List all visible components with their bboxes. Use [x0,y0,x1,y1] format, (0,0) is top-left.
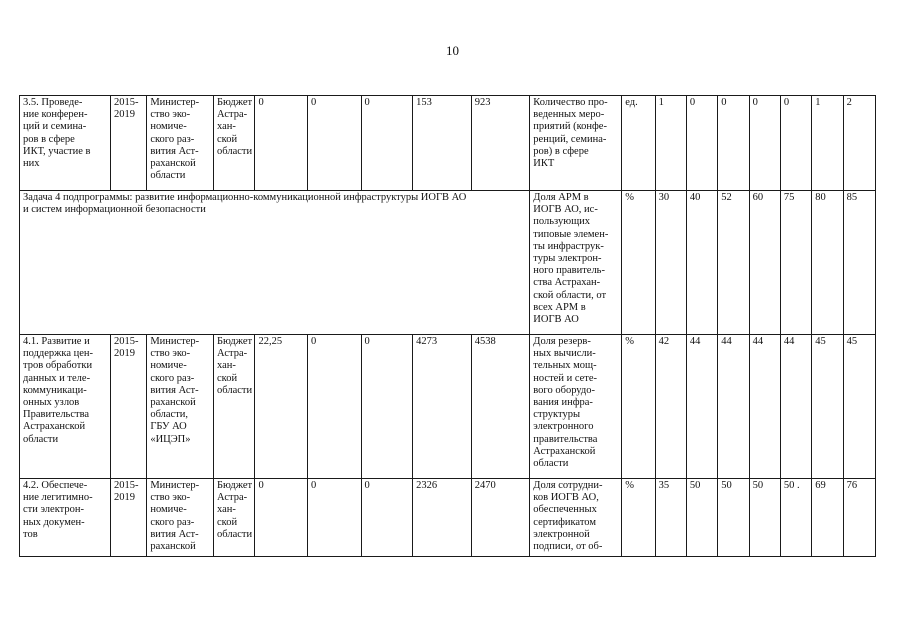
table-row [20,191,876,335]
value-cell: 76 [843,479,875,557]
indicator-cell: Доля резерв- ных вычисли- тельных мощ- ностей и сете- вого оборудо- вания инфра- структуры электронного правительства Астраханской области [530,335,622,479]
value-cell: 44 [780,335,811,479]
value-cell: 2 [843,96,875,191]
value-cell: 40 [686,191,717,335]
value-cell: 0 [718,96,749,191]
period-cell: 2015- 2019 [110,96,146,191]
value-cell: 75 [780,191,811,335]
value-cell: 44 [686,335,717,479]
unit-cell: % [622,191,655,335]
value-cell: 50 [718,479,749,557]
funding-source-cell: Бюджет Астра- хан- ской области [214,335,255,479]
funding-cell: 923 [471,96,530,191]
funding-cell: 0 [307,479,361,557]
value-cell: 1 [812,96,843,191]
unit-cell: % [622,335,655,479]
value-cell: 50 [686,479,717,557]
value-cell: 85 [843,191,875,335]
funding-cell: 153 [413,96,472,191]
funding-source-cell: Бюджет Астра- хан- ской области [214,96,255,191]
table-row [20,96,876,191]
value-cell: 69 [812,479,843,557]
funding-cell: 4538 [471,335,530,479]
value-cell: 0 [780,96,811,191]
indicator-cell: Доля сотрудни- ков ИОГВ АО, обеспеченных сертификатом электронной подписи, от об- [530,479,622,557]
unit-cell: % [622,479,655,557]
value-cell: 30 [655,191,686,335]
value-cell: 1 [655,96,686,191]
page-number: 10 [446,43,459,58]
table-row [20,479,876,557]
funding-source-cell: Бюджет Астра- хан- ской области [214,479,255,557]
funding-cell: 22,25 [255,335,308,479]
funding-cell: 4273 [413,335,472,479]
value-cell: 44 [749,335,780,479]
period-cell: 2015- 2019 [110,335,146,479]
funding-cell: 0 [361,479,413,557]
value-cell: 80 [812,191,843,335]
period-cell: 2015- 2019 [110,479,146,557]
task-description: Задача 4 подпрограммы: развитие информационно-коммуникационной инфраструктуры ИОГВ АО и систем информационной безопасности [20,191,530,335]
executor-cell: Министер- ство эко- номиче- ского раз- вития Аст- раханской области [147,96,214,191]
funding-cell: 0 [361,96,413,191]
indicator-cell: Количество про- веденных меро- приятий (конфе- ренций, семина- ров) в сфере ИКТ [530,96,622,191]
executor-cell: Министер- ство эко- номиче- ского раз- вития Аст- раханской [147,479,214,557]
funding-cell: 2326 [413,479,472,557]
activity-name: 4.1. Развитие и поддержка цен- тров обработки данных и теле- коммуникаци- онных узлов Правительства Астраханской области [20,335,111,479]
value-cell: 0 [749,96,780,191]
funding-cell: 2470 [471,479,530,557]
value-cell: 35 [655,479,686,557]
activity-name: 4.2. Обеспече- ние легитимно- сти электрон- ных докумен- тов [20,479,111,557]
activity-name: 3.5. Проведе- ние конферен- ций и семина- ров в сфере ИКТ, участие в них [20,96,111,191]
value-cell: 42 [655,335,686,479]
value-cell: 0 [686,96,717,191]
indicator-cell: Доля АРМ в ИОГВ АО, ис- пользующих типовые элемен- ты инфраструк- туры электрон- ного правитель- ства Астрахан- ской области, от всех АРМ в ИОГВ АО [530,191,622,335]
unit-cell: ед. [622,96,655,191]
funding-cell: 0 [361,335,413,479]
funding-cell: 0 [255,96,308,191]
value-cell: 45 [812,335,843,479]
value-cell: 52 [718,191,749,335]
funding-cell: 0 [255,479,308,557]
program-table [19,95,876,557]
funding-cell: 0 [307,96,361,191]
value-cell: 60 [749,191,780,335]
funding-cell: 0 [307,335,361,479]
executor-cell: Министер- ство эко- номиче- ского раз- вития Аст- раханской области, ГБУ АО «ИЦЭП» [147,335,214,479]
value-cell: 45 [843,335,875,479]
value-cell: 50 . [780,479,811,557]
value-cell: 44 [718,335,749,479]
table-row [20,335,876,479]
value-cell: 50 [749,479,780,557]
